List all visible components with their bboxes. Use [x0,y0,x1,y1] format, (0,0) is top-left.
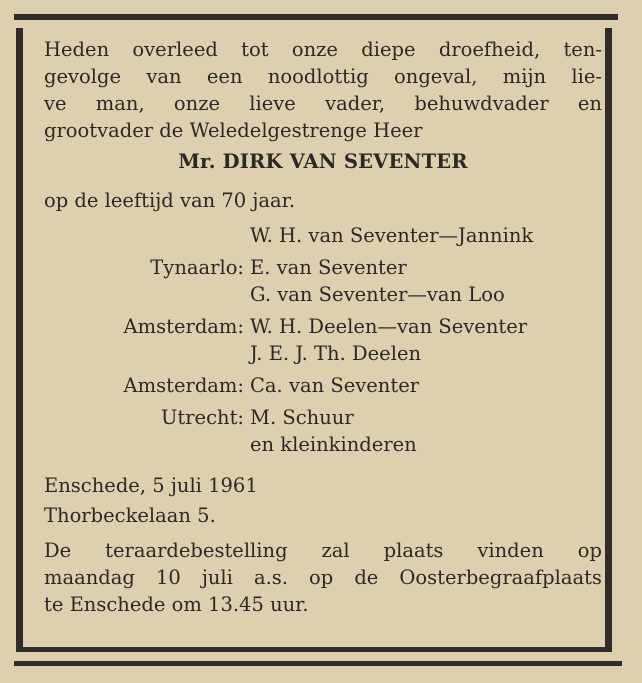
deceased-name: Mr. DIRK VAN SEVENTER [178,150,468,173]
bottom-rule [14,661,622,666]
funeral-word: op [309,566,334,589]
announcement-body [44,36,602,618]
family-place: Amsterdam: [123,374,244,397]
family-name: E. van Seventer [250,256,407,279]
funeral-word: de [354,566,379,589]
funeral-word: plaats [383,539,444,562]
intro-line: Heden overleed tot onze diepe droefheid, ten- [44,38,602,61]
funeral-line: te Enschede om 13.45 uur. [44,593,309,616]
funeral-word: juli [201,566,233,589]
family-row [44,372,602,399]
family-row [44,404,602,431]
intro-line: ve man, onze lieve vader, behuwdvader en [44,92,602,115]
place-date: Enschede, 5 juli 1961 [44,474,258,497]
family-row [44,340,602,367]
funeral-notice [44,537,602,618]
funeral-line [44,537,602,564]
family-name: J. E. J. Th. Deelen [250,342,422,365]
family-row [44,254,602,281]
family-place [44,222,250,249]
funeral-word: zal [321,539,350,562]
family-place: Amsterdam: [123,315,244,338]
funeral-word: Oosterbegraafplaats [399,566,602,589]
funeral-word: op [577,539,602,562]
funeral-word: 10 [155,566,181,589]
family-name: W. H. Deelen—van Seventer [250,315,528,338]
family-name: Ca. van Seventer [250,374,420,397]
intro-line: gevolge van een noodlottig ongeval, mijn lie- [44,65,602,88]
family-row [44,313,602,340]
family-place: Tynaarlo: [150,256,244,279]
intro-text [44,36,602,144]
family-row [44,281,602,308]
funeral-word: maandag [44,566,135,589]
family-name: W. H. van Seventer—Jannink [250,224,534,247]
family-name: en kleinkinderen [250,433,417,456]
funeral-word: De [44,539,72,562]
funeral-word: a.s. [253,566,288,589]
funeral-line [44,564,602,591]
family-list [44,222,602,458]
funeral-word: vinden [477,539,544,562]
funeral-word: teraardebestelling [105,539,288,562]
top-rule [14,14,618,20]
family-name: G. van Seventer—van Loo [250,283,505,306]
family-name: M. Schuur [250,406,354,429]
age-line: op de leeftijd van 70 jaar. [44,189,296,212]
family-place: Utrecht: [160,406,244,429]
intro-line: grootvader de Weledelgestrenge Heer [44,119,423,142]
address: Thorbeckelaan 5. [44,504,216,527]
family-row [44,431,602,458]
family-row [44,222,602,249]
